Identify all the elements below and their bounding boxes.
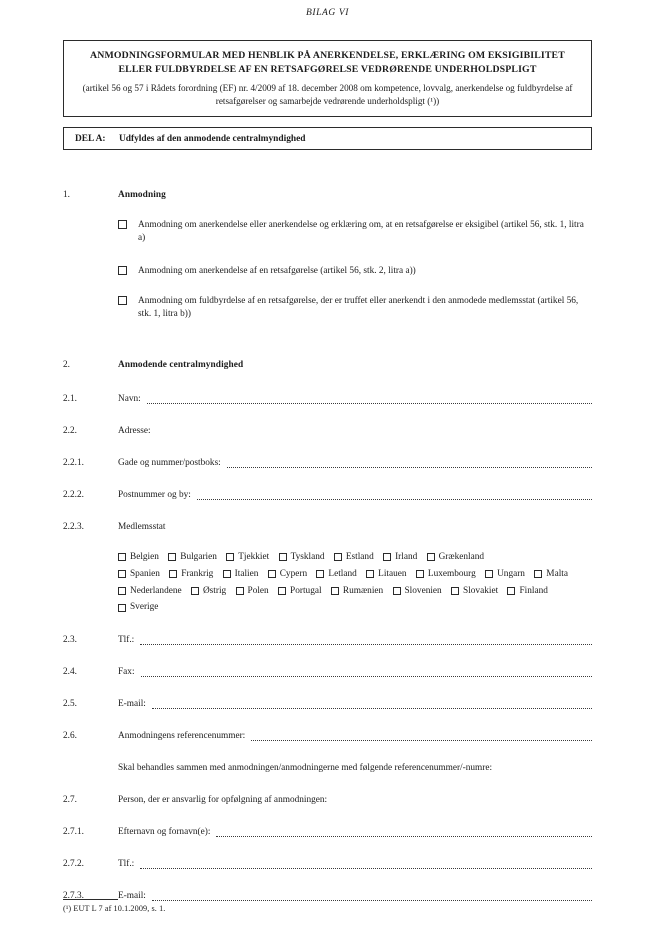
- row-number: 2.1.: [63, 394, 77, 404]
- member-state-label: Malta: [546, 568, 568, 579]
- checkbox-icon: [279, 553, 287, 561]
- row-number: 2.3.: [63, 635, 77, 645]
- part-a-text: Udfyldes af den anmodende centralmyndighed: [119, 134, 306, 144]
- member-state-label: Østrig: [202, 585, 227, 596]
- member-state-frankrig[interactable]: [169, 567, 213, 582]
- gade-input-line[interactable]: [227, 467, 592, 468]
- checkbox-icon: [118, 553, 126, 561]
- row-number: 2.7.1.: [63, 827, 84, 837]
- form-subtitle: (artikel 56 og 57 i Rådets forordning (EF) nr. 4/2009 af 18. december 2008 om kompetence, lovvalg, anerkendelse og fuldbyrdelse af retsafgørelser og samarbejde vedrørende underholdspligt (¹)): [82, 83, 573, 106]
- member-state-label: Tyskland: [290, 552, 325, 562]
- member-state-label: Frankrig: [181, 568, 214, 579]
- checkbox-icon: [383, 553, 391, 561]
- part-a-label: DEL A:: [75, 134, 106, 144]
- field-row-fax: [63, 666, 592, 679]
- row-number: 2.2.3.: [63, 522, 84, 532]
- request-option-row: [63, 219, 592, 245]
- field-label: Efternavn og fornavn(e):: [118, 827, 211, 837]
- email-input-line[interactable]: [152, 708, 592, 709]
- field-label: Tlf.:: [118, 635, 135, 645]
- checkbox-icon: [507, 587, 515, 595]
- request-option-row: [63, 265, 592, 278]
- footnote-rule: [63, 899, 118, 900]
- field-label: Person, der er ansvarlig for opfølgning af anmodningen:: [118, 795, 328, 805]
- field-label: E-mail:: [118, 699, 146, 709]
- tlf2-input-line[interactable]: [140, 868, 592, 869]
- member-state-label: Ungarn: [497, 568, 525, 579]
- checkbox-icon: [168, 553, 176, 561]
- member-state-label: Tjekkiet: [238, 552, 270, 562]
- section-2-heading-row: [63, 359, 592, 372]
- checkbox-icon: [278, 587, 286, 595]
- field-row-ansvarlig: [63, 794, 592, 807]
- request-option-checkbox[interactable]: [118, 266, 127, 275]
- field-row-email: [63, 698, 592, 711]
- member-state-portugal[interactable]: [278, 584, 322, 599]
- tlf-input-line[interactable]: [140, 644, 592, 645]
- member-state-label: Sverige: [130, 602, 159, 613]
- member-state-italien[interactable]: [223, 567, 259, 582]
- member-state-label: Rumænien: [342, 585, 384, 596]
- member-state-polen[interactable]: [236, 584, 269, 599]
- row-number: 2.2.: [63, 426, 77, 436]
- footnote-text: (¹) EUT L 7 af 10.1.2009, s. 1.: [63, 904, 166, 913]
- navn-input-line[interactable]: [147, 403, 592, 404]
- checkbox-icon: [416, 570, 424, 578]
- field-label: Tlf.:: [118, 859, 135, 869]
- member-state-slovakiet[interactable]: [451, 584, 498, 599]
- member-state-label: Italien: [234, 568, 259, 579]
- field-row-tlf: [63, 634, 592, 647]
- member-state-tjekkiet[interactable]: [226, 550, 269, 565]
- checkbox-icon: [316, 570, 324, 578]
- request-option-row: [63, 295, 592, 321]
- checkbox-icon: [534, 570, 542, 578]
- field-row-adresse: [63, 425, 592, 438]
- member-state-label: Grækenland: [438, 552, 485, 562]
- field-label: Navn:: [118, 394, 141, 404]
- referencenummer-input-line[interactable]: [251, 740, 592, 741]
- row-number: 2.4.: [63, 667, 77, 677]
- member-state-label: Belgien: [130, 552, 159, 562]
- postnummer-input-line[interactable]: [197, 499, 592, 500]
- member-state-finland[interactable]: [507, 584, 547, 599]
- row-number: 2.5.: [63, 699, 77, 709]
- member-state-graekenland[interactable]: [427, 550, 484, 565]
- member-state-ostrig[interactable]: [191, 584, 226, 599]
- field-row-medlemsstat: [63, 521, 592, 534]
- member-state-label: Bulgarien: [180, 552, 217, 562]
- member-state-bulgarien[interactable]: [168, 550, 217, 565]
- checkbox-icon: [451, 587, 459, 595]
- field-label: Gade og nummer/postboks:: [118, 458, 221, 468]
- member-state-label: Estland: [345, 552, 374, 562]
- field-label: Postnummer og by:: [118, 490, 191, 500]
- joint-processing-note: Skal behandles sammen med anmodningen/anmodningerne med følgende referencenummer/-numre:: [118, 763, 493, 773]
- checkbox-icon: [118, 587, 126, 595]
- member-state-cypern[interactable]: [268, 567, 307, 582]
- row-number: 2.7.3.: [63, 891, 84, 901]
- form-title: ANMODNINGSFORMULAR MED HENBLIK PÅ ANERKENDELSE, ERKLÆRING OM EKSIGIBILITET ELLER FULDBYRDELSE AF EN RETSAFGØRELSE VEDRØRENDE UNDERHOLDSPLIGT: [90, 50, 565, 75]
- footnote: [63, 899, 592, 913]
- checkbox-icon: [366, 570, 374, 578]
- member-state-slovenien[interactable]: [393, 584, 442, 599]
- member-state-list: [118, 550, 592, 617]
- title-box: [63, 40, 592, 117]
- member-state-luxembourg[interactable]: [416, 567, 476, 582]
- field-label: E-mail:: [118, 891, 146, 901]
- row-number: 2.7.: [63, 795, 77, 805]
- part-a-box: [63, 127, 592, 150]
- checkbox-icon: [118, 604, 126, 612]
- section-1-heading-row: [63, 189, 592, 202]
- field-label: Medlemsstat: [118, 522, 166, 532]
- request-option-label: Anmodning om fuldbyrdelse af en retsafgørelse, der er truffet eller anerkendt i den anmodede medlemsstat (artikel 56, stk. 1, litra b)): [138, 296, 579, 319]
- checkbox-icon: [223, 570, 231, 578]
- member-state-label: Spanien: [130, 568, 160, 579]
- member-state-line: [118, 600, 592, 617]
- member-state-label: Cypern: [279, 568, 308, 579]
- member-state-label: Luxembourg: [427, 568, 476, 579]
- row-number: 2.7.2.: [63, 859, 84, 869]
- checkbox-icon: [485, 570, 493, 578]
- checkbox-icon: [226, 553, 234, 561]
- field-label: Adresse:: [118, 426, 151, 436]
- member-state-spanien[interactable]: [118, 567, 160, 582]
- section-number: 1.: [63, 190, 70, 200]
- member-state-label: Litauen: [378, 568, 407, 579]
- row-number: 2.2.2.: [63, 490, 84, 500]
- request-option-checkbox[interactable]: [118, 296, 127, 305]
- member-state-rumaenien[interactable]: [331, 584, 383, 599]
- member-state-malta[interactable]: [534, 567, 568, 582]
- request-option-label: Anmodning om anerkendelse eller anerkendelse og erklæring om, at en retsafgørelse er eksigibel (artikel 56, stk. 1, litra a): [138, 220, 584, 243]
- member-state-letland[interactable]: [316, 567, 356, 582]
- member-state-ungarn[interactable]: [485, 567, 525, 582]
- checkbox-icon: [236, 587, 244, 595]
- annex-label: BILAG VI: [305, 8, 350, 18]
- member-state-label: Slovenien: [404, 585, 442, 596]
- checkbox-icon: [118, 570, 126, 578]
- checkbox-icon: [331, 587, 339, 595]
- section-heading: Anmodning: [118, 190, 166, 200]
- field-label: Fax:: [118, 667, 135, 677]
- section-number: 2.: [63, 360, 70, 370]
- fax-input-line[interactable]: [141, 676, 592, 677]
- member-state-label: Nederlandene: [130, 585, 182, 596]
- checkbox-icon: [268, 570, 276, 578]
- member-state-belgien[interactable]: [118, 550, 159, 565]
- field-row-navn: [63, 393, 592, 406]
- field-row-referencenummer: [63, 730, 592, 743]
- checkbox-icon: [334, 553, 342, 561]
- checkbox-icon: [427, 553, 435, 561]
- checkbox-icon: [191, 587, 199, 595]
- member-state-label: Finland: [519, 585, 548, 596]
- member-state-nederlandene[interactable]: [118, 584, 182, 599]
- field-row-tlf2: [63, 858, 592, 871]
- member-state-label: Slovakiet: [463, 585, 499, 596]
- checkbox-icon: [169, 570, 177, 578]
- efternavn-input-line[interactable]: [216, 836, 592, 837]
- member-state-tyskland[interactable]: [279, 550, 325, 565]
- request-option-label: Anmodning om anerkendelse af en retsafgørelse (artikel 56, stk. 2, litra a)): [138, 266, 416, 276]
- member-state-estland[interactable]: [334, 550, 374, 565]
- member-state-label: Irland: [395, 552, 418, 562]
- member-state-sverige[interactable]: [118, 600, 158, 615]
- member-state-label: Polen: [247, 585, 269, 596]
- member-state-irland[interactable]: [383, 550, 417, 565]
- row-number: 2.2.1.: [63, 458, 84, 468]
- member-state-line: [118, 584, 592, 601]
- member-state-line: [118, 550, 592, 567]
- section-heading: Anmodende centralmyndighed: [118, 360, 244, 370]
- member-state-litauen[interactable]: [366, 567, 406, 582]
- field-row-postnummer: [63, 489, 592, 502]
- field-row-efternavn: [63, 826, 592, 839]
- request-option-checkbox[interactable]: [118, 220, 127, 229]
- field-row-gade: [63, 457, 592, 470]
- row-number: 2.6.: [63, 731, 77, 741]
- member-state-line: [118, 567, 592, 584]
- member-state-label: Letland: [328, 568, 357, 579]
- field-label: Anmodningens referencenummer:: [118, 731, 246, 741]
- checkbox-icon: [393, 587, 401, 595]
- member-state-label: Portugal: [290, 585, 322, 596]
- joint-processing-note-row: [63, 762, 592, 775]
